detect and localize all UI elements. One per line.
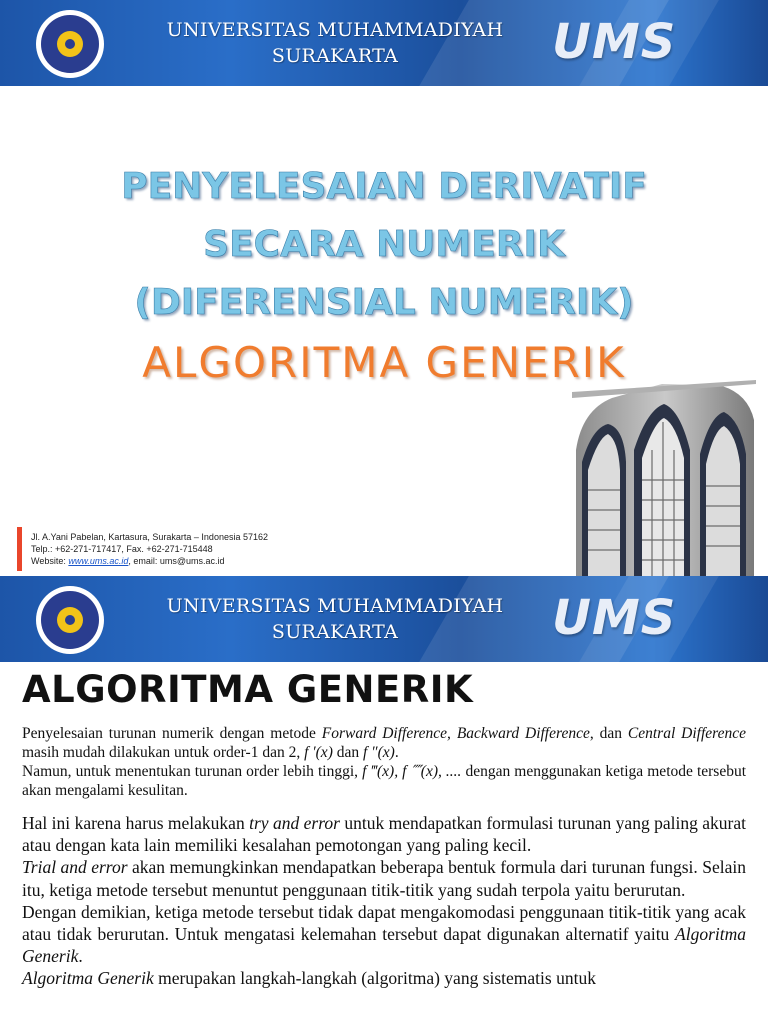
body-paragraph: Hal ini karena harus melakukan try and error untuk mendapatkan formulasi turunan yang paling akurat atau dengan kata lain memiliki kesalahan pemotongan yang paling kecil. Trial and error akan memungkinkan mendapatkan beberapa bentuk formula dari turunan fungsi. Selain itu, ketiga metode tersebut menuntut penggunaan titik-titik yang sudah terpola yaitu berurutan. Dengan demikian, ketiga metode tersebut tidak dapat mengakomodasi penggunaan titik-titik yang acak atau tidak berurutan. Untuk mengatasi kelemahan tersebut dapat digunakan alternatif yaitu Algoritma Generik. Algoritma Generik merupakan langkah-langkah (algoritma) yang sistematis untuk bbox=[22, 813, 746, 989]
brand-logo: UMS bbox=[552, 14, 677, 70]
slide-heading: ALGORITMA GENERIK bbox=[22, 668, 474, 711]
website-link[interactable]: www.ums.ac.id bbox=[68, 556, 129, 566]
title-line-3: (DIFERENSIAL NUMERIK) bbox=[134, 282, 634, 323]
title-line-1: PENYELESAIAN DERIVATIF bbox=[121, 166, 647, 207]
brand-logo: UMS bbox=[552, 590, 677, 646]
university-city: SURAKARTA bbox=[271, 45, 399, 67]
campus-building-image bbox=[572, 380, 756, 576]
university-name: UNIVERSITAS MUHAMMADIYAH bbox=[166, 595, 504, 617]
title-line-2: SECARA NUMERIK bbox=[203, 224, 565, 265]
accent-bar bbox=[17, 527, 22, 571]
slide-subtitle: ALGORITMA GENERIK bbox=[142, 338, 626, 387]
header-banner bbox=[0, 0, 768, 86]
university-logo-icon bbox=[36, 10, 104, 78]
intro-paragraph: Penyelesaian turunan numerik dengan metode Forward Difference, Backward Difference, dan Central Difference masih mudah dilakukan untuk order-1 dan 2, f ′(x) dan f ″(x). Namun, untuk menentukan turunan order lebih tinggi, f ‴(x), f ⁗(x), .... dengan menggunakan ketiga metode tersebut akan mengalami kesulitan. bbox=[22, 725, 747, 799]
website-line: Website: www.ums.ac.id, email: ums@ums.ac.id bbox=[31, 556, 225, 566]
phone-line: Telp.: +62-271-717417, Fax. +62-271-715448 bbox=[31, 544, 213, 554]
university-city: SURAKARTA bbox=[271, 621, 399, 643]
university-logo-icon bbox=[36, 586, 104, 654]
address-line: Jl. A.Yani Pabelan, Kartasura, Surakarta – Indonesia 57162 bbox=[31, 532, 268, 542]
content-slide bbox=[0, 576, 768, 1024]
contact-info bbox=[31, 531, 268, 567]
university-name: UNIVERSITAS MUHAMMADIYAH bbox=[166, 19, 504, 41]
header-banner bbox=[0, 576, 768, 662]
